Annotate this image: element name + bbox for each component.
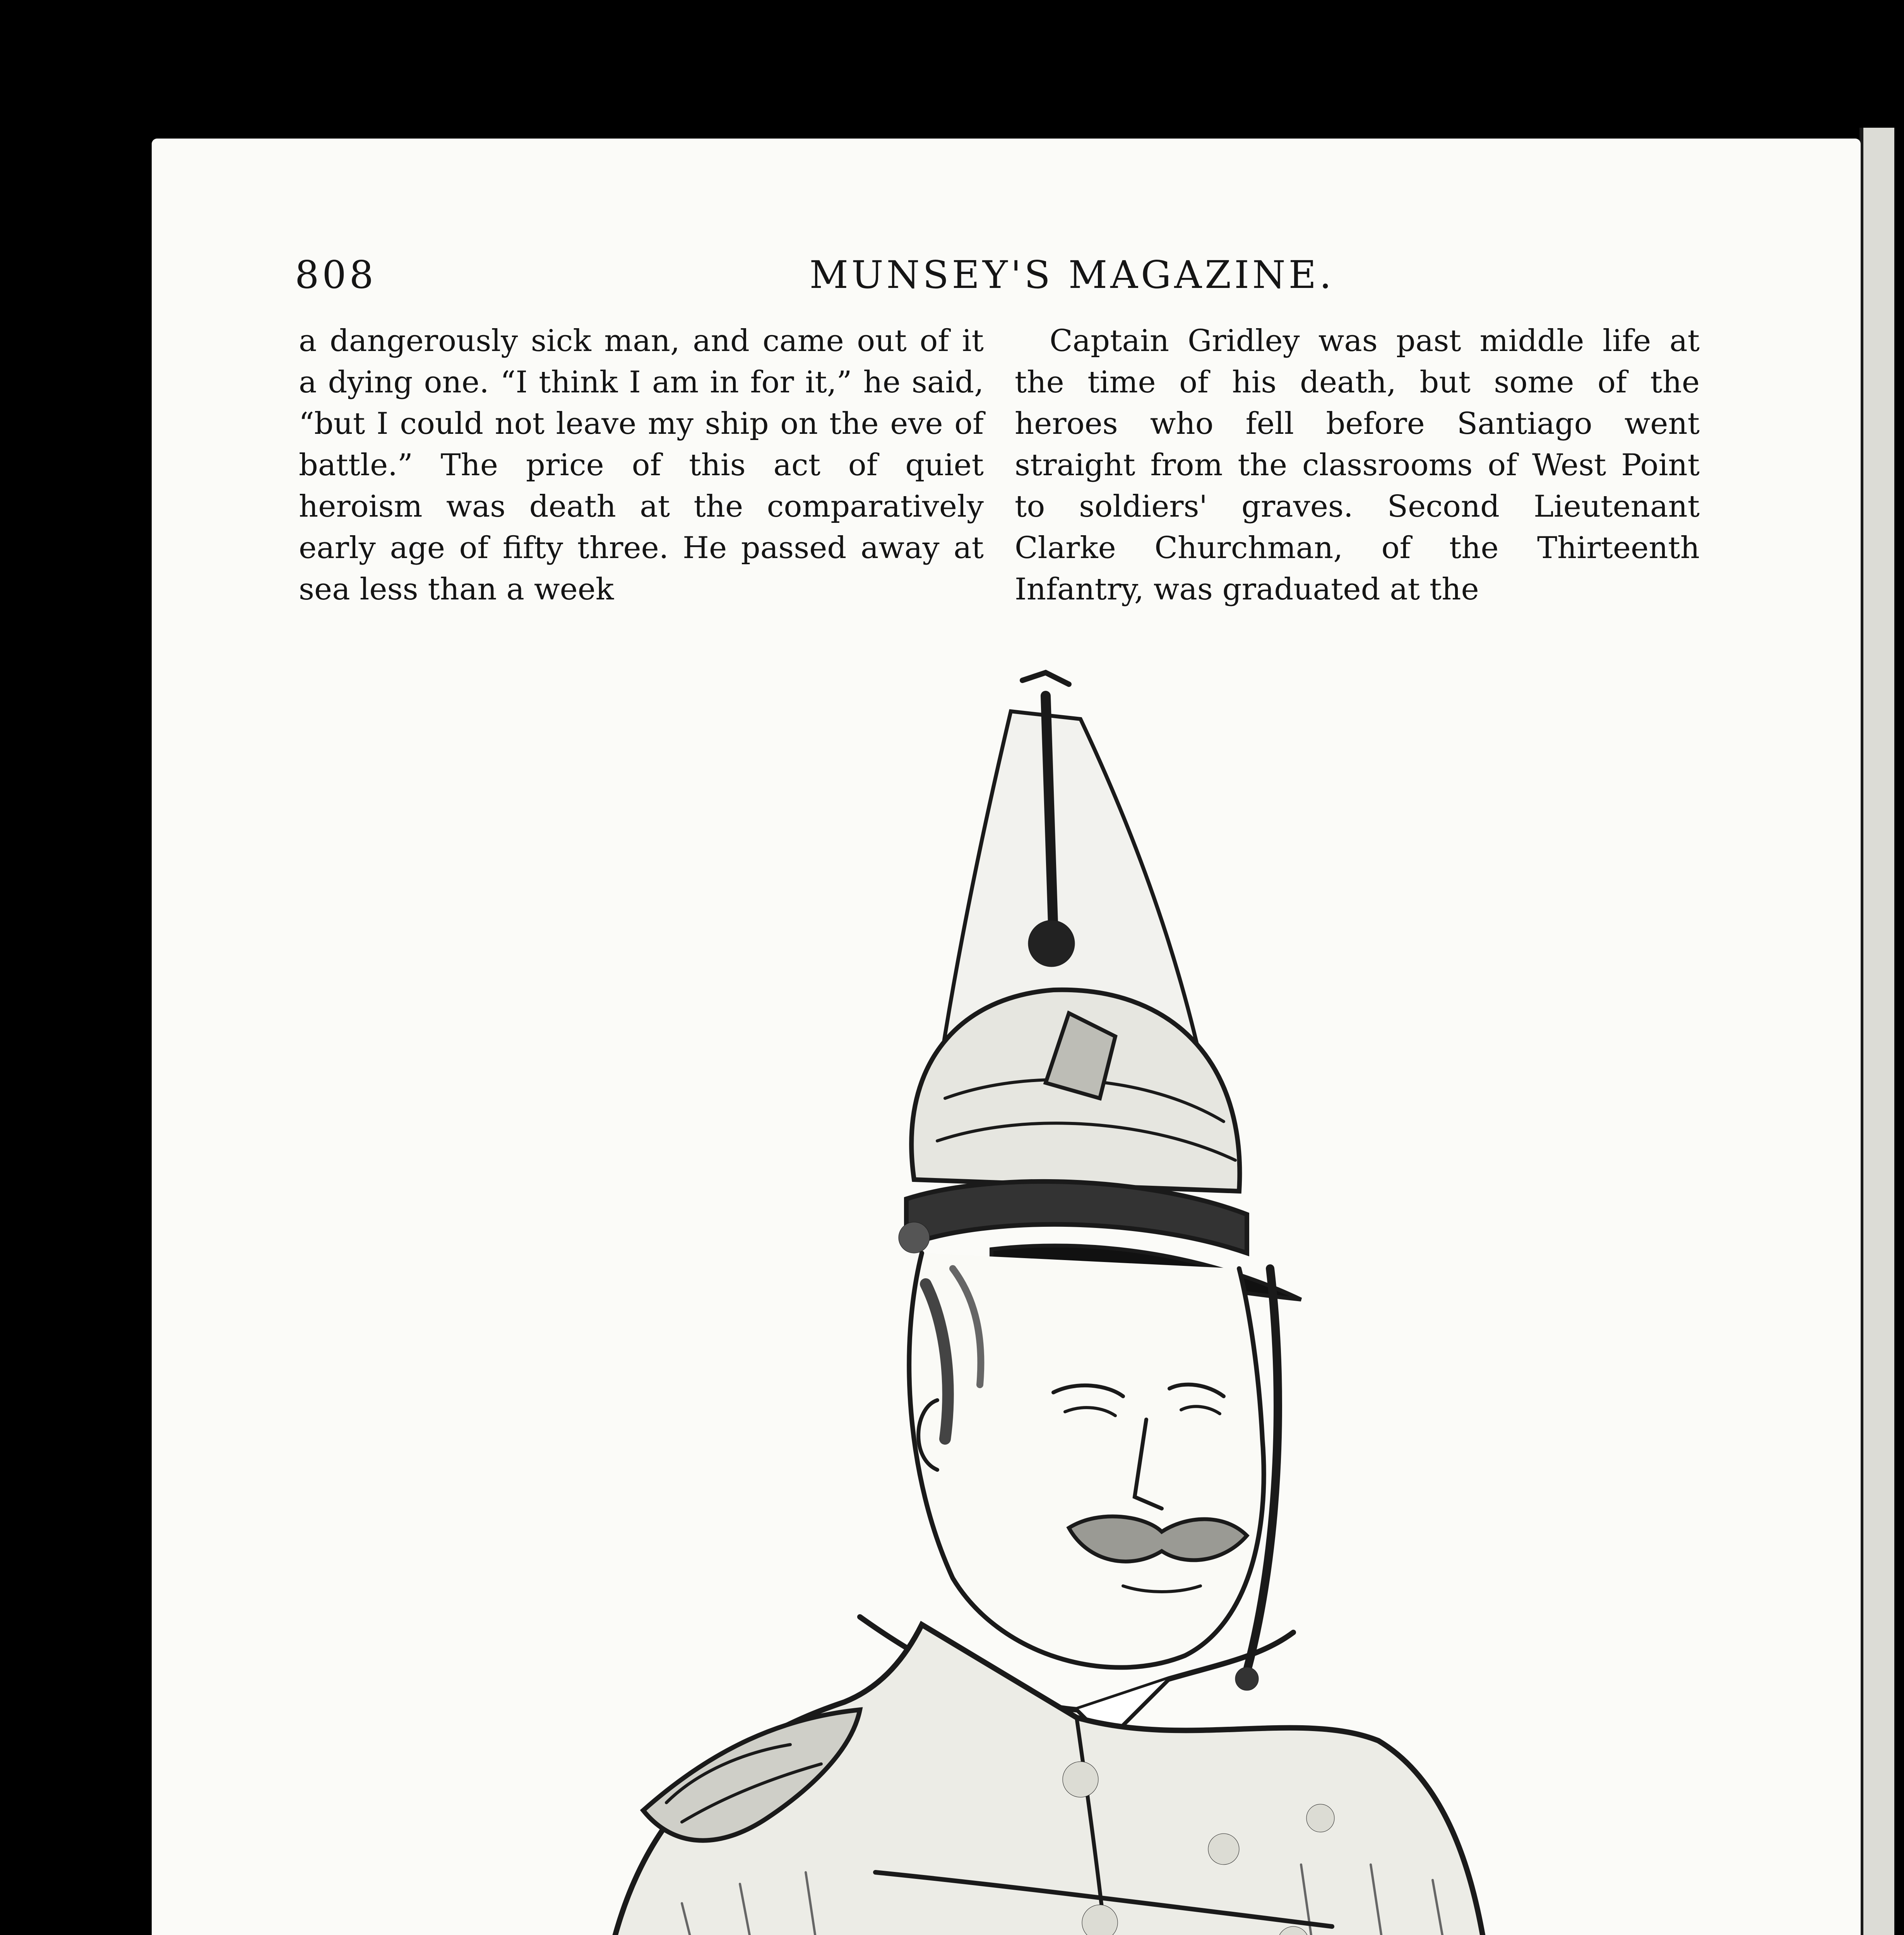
portrait-illustration [566, 665, 1518, 1935]
running-head [152, 253, 1861, 315]
column-top-right [1015, 320, 1700, 610]
magazine-page [152, 139, 1861, 1935]
page-number: 808 [295, 253, 377, 297]
page-edge-strip [1859, 128, 1894, 1935]
column-top-left [299, 320, 984, 610]
magazine-title: MUNSEY'S MAGAZINE. [809, 253, 1335, 297]
paragraph: Captain Gridley was past middle life at the time of his death, but some of the heroes who fell before Santiago went straight from the classrooms of West Point to soldiers' graves. Second Lieutenant Clarke Churchman, of the Thirteenth Infantry, was graduated at the [1015, 324, 1700, 607]
paragraph: a dangerously sick man, and came out of it a dying one. “I think I am in for it,” he said, “but I could not leave my ship on the eve of battle.” The price of this act of quiet heroism was death at the comparatively early age of fifty three. He passed away at sea less than a week [299, 324, 984, 607]
